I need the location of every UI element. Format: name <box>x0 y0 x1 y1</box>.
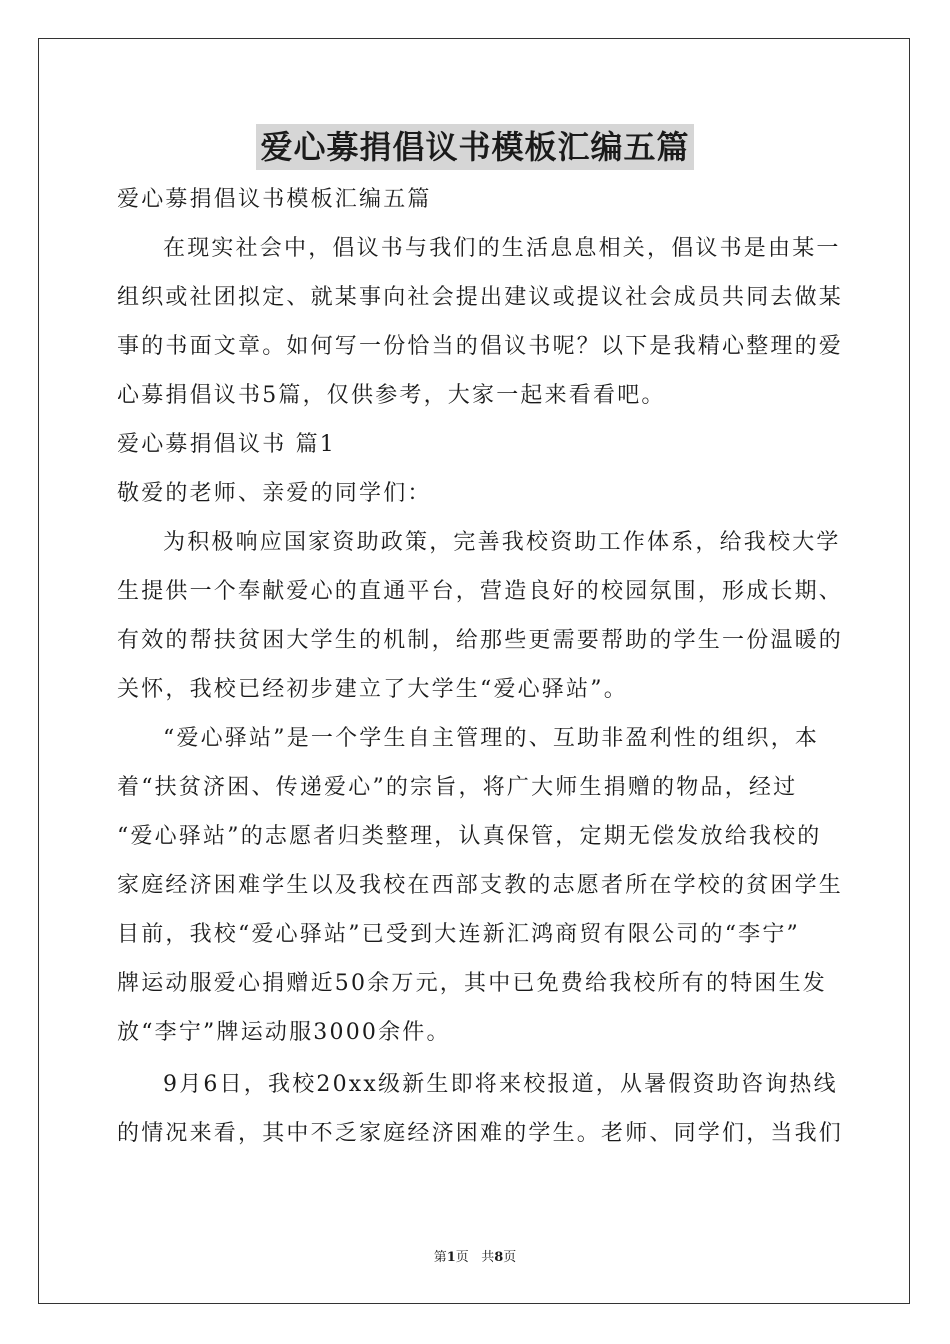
subtitle-line: 爱心募捐倡议书模板汇编五篇 <box>117 187 432 212</box>
paragraph-line: 关怀，我校已经初步建立了大学生“爱心驿站”。 <box>117 677 628 702</box>
paragraph-line: “爱心驿站”的志愿者归类整理，认真保管，定期无偿发放给我校的 <box>117 824 822 849</box>
paragraph-line: 事的书面文章。如何写一份恰当的倡议书呢？以下是我精心整理的爱 <box>117 334 844 359</box>
paragraph-line: 着“扶贫济困、传递爱心”的宗旨，将广大师生捐赠的物品，经过 <box>117 775 798 800</box>
section-heading: 爱心募捐倡议书 篇1 <box>117 432 336 457</box>
page-footer <box>0 1250 950 1266</box>
paragraph-line: 有效的帮扶贫困大学生的机制，给那些更需要帮助的学生一份温暖的 <box>117 628 844 653</box>
title-container <box>0 124 950 170</box>
paragraph-line: 目前，我校“爱心驿站”已受到大连新汇鸿商贸有限公司的“李宁” <box>117 922 800 947</box>
total-pages-number: 8 <box>494 1250 504 1265</box>
paragraph-line: 家庭经济困难学生以及我校在西部支教的志愿者所在学校的贫困学生 <box>117 873 844 898</box>
paragraph-line: 组织或社团拟定、就某事向社会提出建议或提议社会成员共同去做某 <box>117 285 844 310</box>
total-prefix: 共 <box>481 1250 495 1265</box>
paragraph-line: 生提供一个奉献爱心的直通平台，营造良好的校园氛围，形成长期、 <box>117 579 844 604</box>
paragraph-line: “爱心驿站”是一个学生自主管理的、互助非盈利性的组织，本 <box>163 726 820 751</box>
salutation-line: 敬爱的老师、亲爱的同学们： <box>117 481 432 506</box>
page-suffix: 页 <box>455 1250 469 1265</box>
current-page-number: 1 <box>446 1250 456 1265</box>
document-body <box>117 178 844 1161</box>
paragraph-line: 的情况来看，其中不乏家庭经济困难的学生。老师、同学们，当我们 <box>117 1121 844 1146</box>
page-prefix: 第 <box>433 1250 447 1265</box>
document-title: 爱心募捐倡议书模板汇编五篇 <box>256 124 693 170</box>
paragraph-line: 9月6日，我校20xx级新生即将来校报道，从暑假资助咨询热线 <box>163 1072 838 1097</box>
paragraph-line: 放“李宁”牌运动服3000余件。 <box>117 1020 451 1045</box>
total-suffix: 页 <box>503 1250 517 1265</box>
paragraph-line: 为积极响应国家资助政策，完善我校资助工作体系，给我校大学 <box>163 530 841 555</box>
paragraph-line: 在现实社会中，倡议书与我们的生活息息相关，倡议书是由某一 <box>163 236 841 261</box>
paragraph-line: 牌运动服爱心捐赠近50余万元，其中已免费给我校所有的特困生发 <box>117 971 827 996</box>
paragraph-line: 心募捐倡议书5篇，仅供参考，大家一起来看看吧。 <box>117 383 666 408</box>
